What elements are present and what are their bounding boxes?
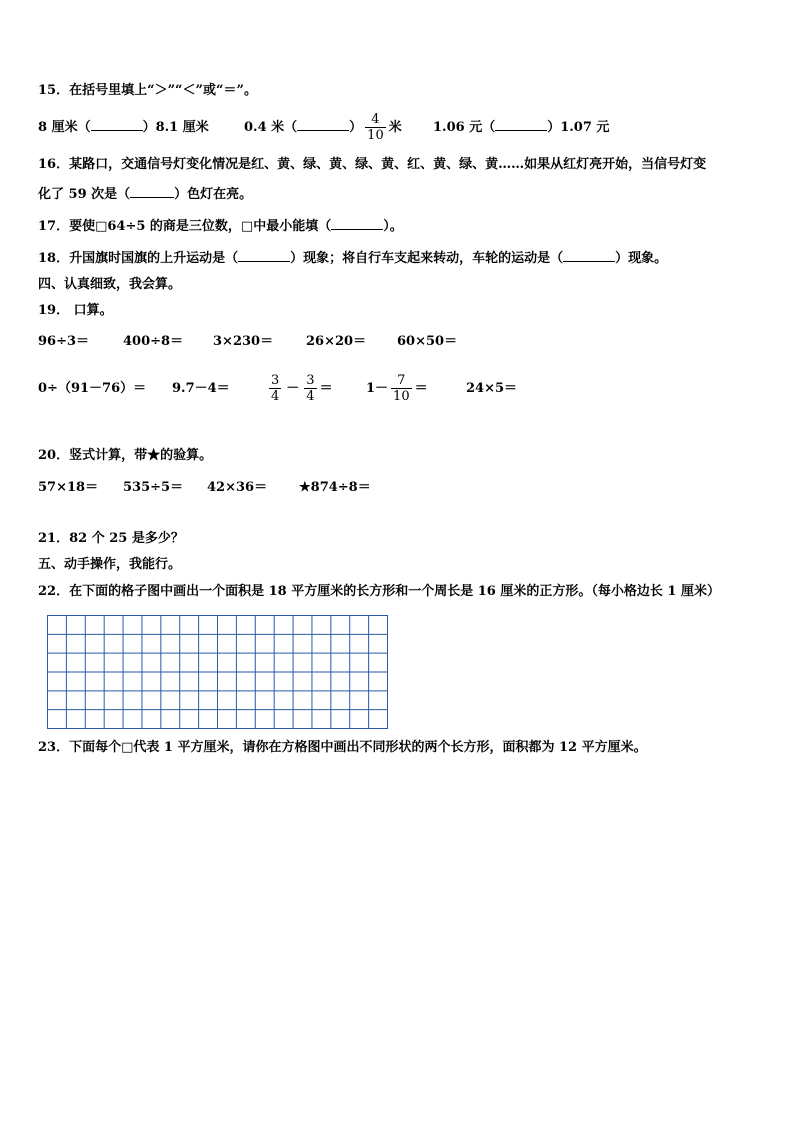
q20-title: 20．竖式计算，带★的验算。 (38, 448, 213, 463)
q18-line (38, 250, 667, 268)
q19-item: 24×5＝ (466, 381, 518, 396)
fraction-numerator: 7 (397, 373, 406, 388)
q15-compare-a (38, 119, 209, 137)
q17-left: 17．要使□64÷5 的商是三位数，□中最小能填（ (38, 219, 332, 234)
q15-c-right: ）1.07 元 (547, 120, 610, 135)
q15-compare-c (433, 119, 609, 137)
fraction-denominator: 10 (393, 389, 410, 404)
q19-title: 19． 口算。 (38, 303, 113, 318)
fraction-denominator: 10 (367, 128, 384, 143)
q23-line: 23．下面每个□代表 1 平方厘米，请你在方格图中画出不同形状的两个长方形，面积都为 12 平方厘米。 (38, 740, 647, 755)
q16-left: 化了 59 次是（ (38, 187, 131, 202)
q19-item: 400÷8＝ (123, 334, 184, 349)
q16-line1: 16．某路口，交通信号灯变化情况是红、黄、绿、黄、绿、黄、红、黄、绿、黄……如果从红灯亮开始，当信号灯变 (38, 157, 707, 172)
fraction (269, 373, 281, 404)
q15-b-left: 0.4 米（ (244, 120, 298, 135)
q18-middle: ）现象；将自行车支起来转动，车轮的运动是（ (290, 251, 564, 266)
q15-b-unit: 米 (388, 120, 402, 135)
q20-item: ★874÷8＝ (299, 480, 371, 495)
q18-left: 18．升国旗时国旗的上升运动是（ (38, 251, 239, 266)
q15-instruction: 15．在括号里填上“＞”“＜”或“＝”。 (38, 83, 257, 98)
one-minus: 1－ (366, 381, 389, 396)
q20-item: 535÷5＝ (123, 480, 184, 495)
q19-item: 0÷（91－76）＝ (38, 381, 147, 396)
q20-item: 57×18＝ (38, 480, 99, 495)
fraction-denominator: 4 (271, 389, 280, 404)
q17-blank[interactable] (331, 218, 383, 230)
q15-b-blank[interactable] (297, 119, 349, 131)
q16-blank[interactable] (130, 186, 174, 198)
q17-right: ）。 (383, 219, 403, 234)
section-4-heading: 四、认真细致，我会算。 (38, 277, 182, 292)
q18-blank-2[interactable] (563, 250, 615, 262)
grid-lines (47, 615, 388, 729)
q16-line2 (38, 186, 252, 204)
q15-a-left: 8 厘米（ (38, 120, 91, 135)
q15-b-right: ） (349, 120, 363, 135)
fraction-numerator: 3 (271, 373, 280, 388)
q18-right: ）现象。 (615, 251, 668, 266)
q20-item: 42×36＝ (207, 480, 268, 495)
fraction (391, 373, 412, 404)
q15-c-left: 1.06 元（ (433, 120, 496, 135)
drawing-grid[interactable] (47, 615, 388, 729)
q16-right: ）色灯在亮。 (174, 187, 253, 202)
q22-line: 22．在下面的格子图中画出一个面积是 18 平方厘米的长方形和一个周长是 16 厘米的正方形。（每小格边长 1 厘米） (38, 584, 720, 599)
q19-item: 3×230＝ (213, 334, 274, 349)
fraction (304, 373, 316, 404)
q19-item: 60×50＝ (397, 334, 458, 349)
q15-compare-b (244, 108, 402, 148)
q15-a-blank[interactable] (91, 119, 143, 131)
q21-line: 21．82 个 25 是多少？ (38, 531, 184, 546)
q19-item: 96÷3＝ (38, 334, 90, 349)
fraction-denominator: 4 (306, 389, 315, 404)
q19-fraction-expression-2 (366, 368, 428, 410)
q19-item: 9.7－4＝ (172, 381, 230, 396)
q18-blank-1[interactable] (238, 250, 290, 262)
q15-b-fraction (365, 112, 386, 143)
q17-line (38, 218, 403, 236)
equals-sign: ＝ (319, 381, 333, 396)
fraction-numerator: 4 (371, 112, 380, 127)
section-5-heading: 五、动手操作，我能行。 (38, 557, 182, 572)
minus-operator: － (286, 381, 300, 396)
q19-fraction-expression-1 (266, 368, 333, 410)
q19-item: 26×20＝ (306, 334, 367, 349)
q15-a-right: ）8.1 厘米 (142, 120, 209, 135)
q15-c-blank[interactable] (495, 119, 547, 131)
equals-sign: ＝ (414, 381, 428, 396)
fraction-numerator: 3 (306, 373, 315, 388)
